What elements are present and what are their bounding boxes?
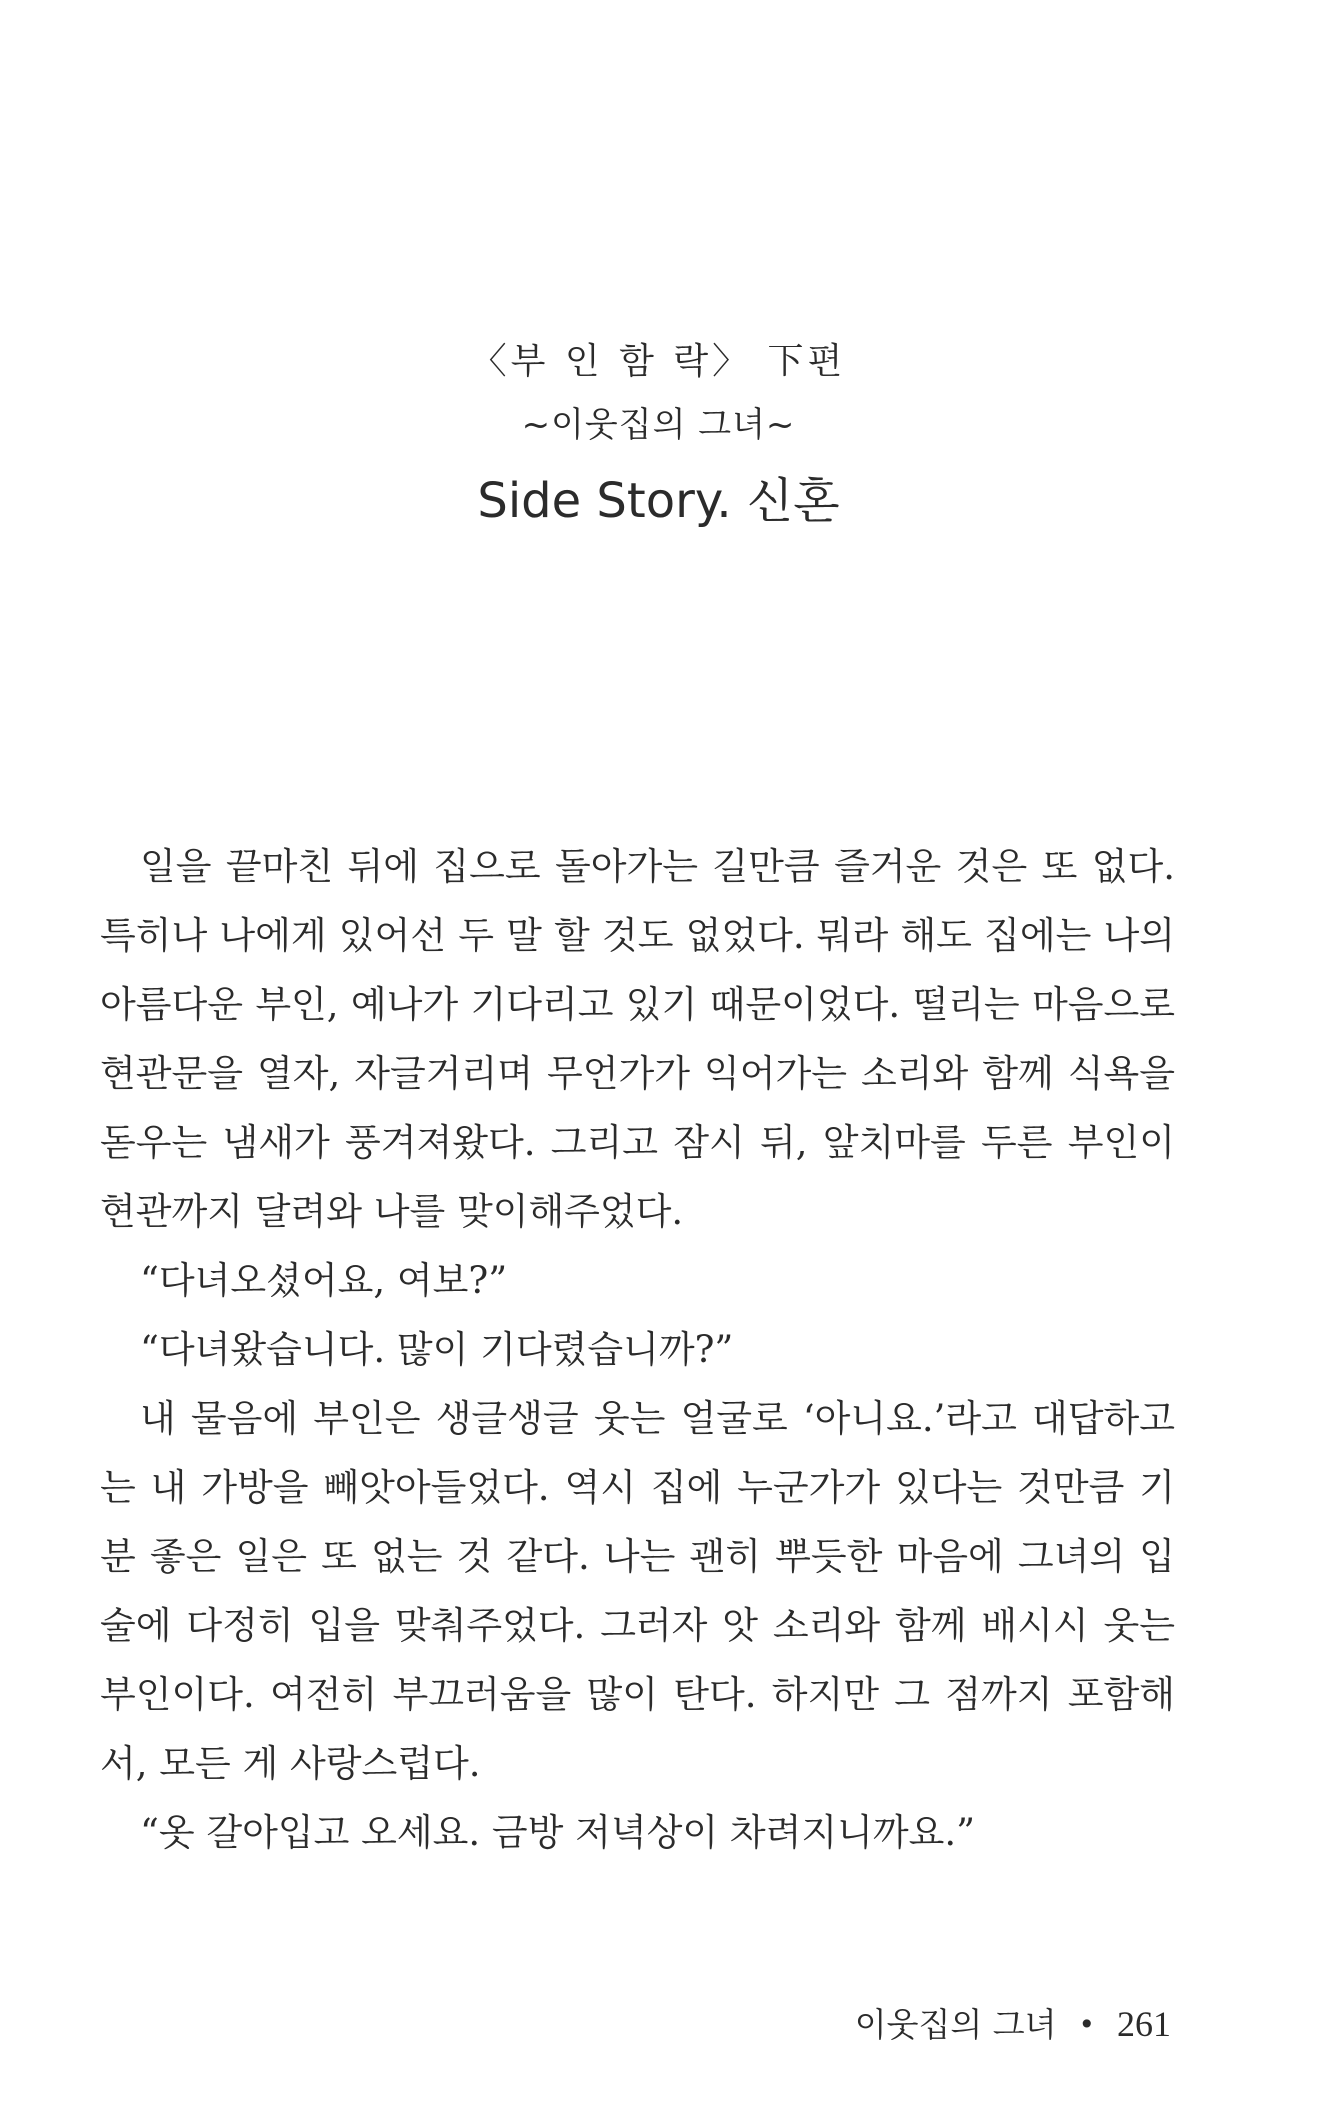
chapter-heading bbox=[0, 330, 1317, 546]
series-title: 〈부 인 함 락〉 下편 bbox=[470, 341, 847, 382]
paragraph-narration: 일을 끝마친 뒤에 집으로 돌아가는 길만큼 즐거운 것은 또 없다. 특히나 나에게 있어선 두 말 할 것도 없었다. 뭐라 해도 집에는 나의 아름다운 부인, 예나가 기다리고 있기 때문이었다. 떨리는 마음으로 현관문을 열자, 자글거리며 무언가가 익어가는 소리와 함께 식욕을 돋우는 냄새가 풍겨져왔다. 그리고 잠시 뒤, 앞치마를 두른 부인이 현관까지 달려와 나를 맞이해주었다. bbox=[100, 845, 1175, 1233]
body-text bbox=[100, 832, 1175, 1867]
paragraph-dialogue: “옷 갈아입고 오세요. 금방 저녁상이 차려지니까요.” bbox=[140, 1811, 975, 1854]
paragraph-dialogue: “다녀오셨어요, 여보?” bbox=[140, 1259, 508, 1302]
footer-separator: • bbox=[1078, 2008, 1095, 2041]
subtitle: ~이웃집의 그녀~ bbox=[521, 405, 796, 445]
paragraph-narration: 내 물음에 부인은 생글생글 웃는 얼굴로 ‘아니요.’라고 대답하고는 내 가방을 빼앗아들었다. 역시 집에 누군가가 있다는 것만큼 기분 좋은 일은 또 없는 것 같다. 나는 괜히 뿌듯한 마음에 그녀의 입술에 다정히 입을 맞춰주었다. 그러자 앗 소리와 함께 배시시 웃는 부인이다. 여전히 부끄러움을 많이 탄다. 하지만 그 점까지 포함해서, 모든 게 사랑스럽다. bbox=[100, 1397, 1175, 1785]
page-number: 261 bbox=[1117, 2004, 1171, 2044]
chapter-title: Side Story. 신혼 bbox=[477, 473, 840, 529]
page-footer bbox=[855, 2000, 1171, 2049]
running-title: 이웃집의 그녀 bbox=[854, 2005, 1057, 2044]
paragraph-dialogue: “다녀왔습니다. 많이 기다렸습니까?” bbox=[140, 1328, 734, 1371]
